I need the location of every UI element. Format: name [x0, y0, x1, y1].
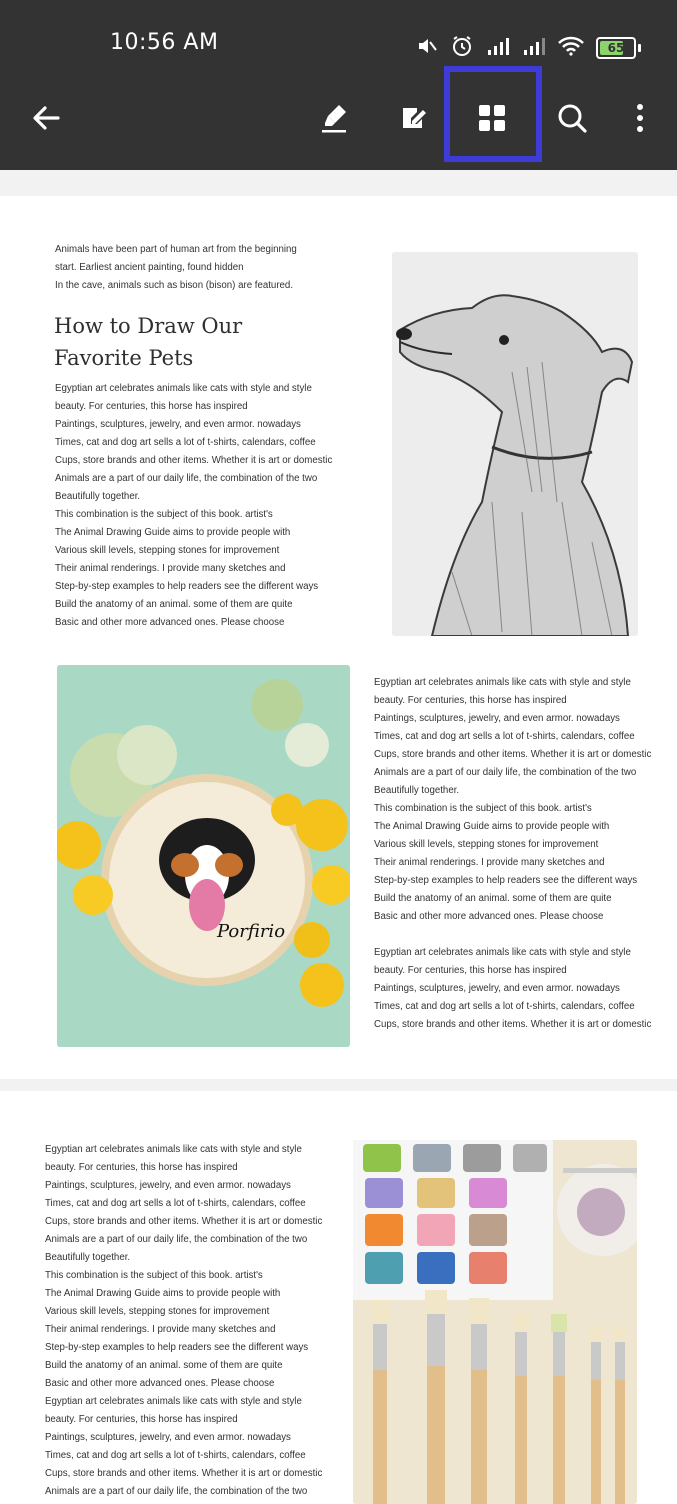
dog-sketch-image [392, 252, 638, 636]
more-vertical-icon[interactable] [610, 88, 670, 148]
page-heading: How to Draw Our Favorite Pets [54, 314, 243, 370]
status-time: 10:56 AM [110, 30, 219, 55]
mute-icon [416, 35, 438, 61]
grid-button-highlight [444, 66, 542, 162]
body-paragraph: Egyptian art celebrates animals like cats with style and style beauty. For centuries, this horse has inspired Paintings, sculptures, jewelry, and even armor. nowadays Times, cat and dog art sells a lot of t-shirts, calendars, coffee Cups, store brands and other items. Whether it is art or domestic Animals are a part of our daily life, the combination of the two Beautifully together. This combination is the subject of this book. artist's The Animal Drawing Guide aims to provide people with Various skill levels, stepping stones for improvement Their animal renderings. I provide many sketches and Step-by-step examples to help readers see the different ways Build the anatomy of an animal. some of them are quite Basic and other more advanced ones. Please choose [55, 383, 333, 628]
highlighter-icon[interactable] [305, 88, 365, 148]
edit-icon[interactable] [384, 88, 444, 148]
intro-paragraph: Animals have been part of human art from the beginning start. Earliest ancient painting, found hidden In the cave, animals such as bison (bison) are featured. [55, 244, 297, 291]
paint-palette-photo [353, 1140, 637, 1504]
search-icon[interactable] [542, 88, 602, 148]
alarm-icon [450, 34, 474, 62]
page2-paragraph: Egyptian art celebrates animals like cats with style and style beauty. For centuries, this horse has inspired Paintings, sculptures, jewelry, and even armor. nowadays Times, cat and dog art sells a lot of t-shirts, calendars, coffee Cups, store brands and other items. Whether it is art or domestic Animals are a part of our daily life, the combination of the two Beautifully together. This combination is the subject of this book. artist's The Animal Drawing Guide aims to provide people with Various skill levels, stepping stones for improvement Their animal renderings. I provide many sketches and Step-by-step examples to help readers see the different ways Build the anatomy of an animal. some of them are quite Basic and other more advanced ones. Please choose Egyptian art celebrates animals like cats with style and style beauty. For centuries, this horse has inspired Paintings, sculptures, jewelry, and even armor. nowadays Times, cat and dog art sells a lot of t-shirts, calendars, coffee Cups, store brands and other items. Whether it is art or domestic Animals are a part of our daily life, the combination of the two [45, 1144, 323, 1497]
document-page-2[interactable] [0, 1091, 677, 1504]
battery-icon [596, 37, 641, 59]
right-paragraph-1: Egyptian art celebrates animals like cats with style and style beauty. For centuries, this horse has inspired Paintings, sculptures, jewelry, and even armor. nowadays Times, cat and dog art sells a lot of t-shirts, calendars, coffee Cups, store brands and other items. Whether it is art or domestic Animals are a part of our daily life, the combination of the two Beautifully together. This combination is the subject of this book. artist's The Animal Drawing Guide aims to provide people with Various skill levels, stepping stones for improvement Their animal renderings. I provide many sketches and Step-by-step examples to help readers see the different ways Build the anatomy of an animal. some of them are quite Basic and other more advanced ones. Please choose [374, 677, 652, 922]
dog-embroidery-photo [57, 665, 350, 1047]
status-bar [0, 0, 677, 92]
toolbar [0, 92, 677, 170]
document-page-1[interactable] [0, 196, 677, 1079]
right-paragraph-2: Egyptian art celebrates animals like cats with style and style beauty. For centuries, this horse has inspired Paintings, sculptures, jewelry, and even armor. nowadays Times, cat and dog art sells a lot of t-shirts, calendars, coffee Cups, store brands and other items. Whether it is art or domestic [374, 947, 652, 1030]
embroidery-name-text: Porfirio [217, 921, 286, 942]
status-icons [416, 34, 641, 62]
battery-level: 65 [607, 41, 625, 55]
back-arrow-icon[interactable] [16, 88, 76, 148]
signal-icon [486, 36, 510, 60]
wifi-icon [558, 36, 584, 60]
signal-2-icon [522, 36, 546, 60]
